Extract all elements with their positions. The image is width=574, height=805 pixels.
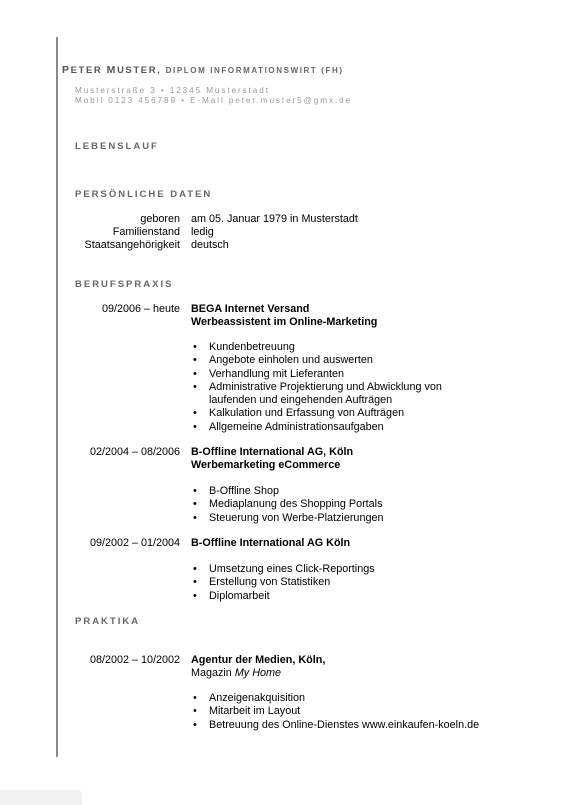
contact-line: Mobil 0123 456789 • E-Mail peter.muster5@gmx.de (75, 96, 353, 105)
personal-label-nationality: Staatsangehörigkeit (84, 239, 180, 251)
left-margin-rule (56, 37, 58, 757)
list-item: • Umsetzung eines Click-Reportings (191, 563, 375, 576)
section-heading-personal: PERSÖNLICHE DATEN (75, 189, 213, 200)
name-first-rest: ETER (70, 65, 103, 76)
job-task-list (191, 341, 442, 434)
personal-value-nationality: deutsch (191, 239, 229, 251)
section-heading-career: BERUFSPRAXIS (75, 279, 174, 290)
list-item: • Verhandlung mit Lieferanten (191, 368, 442, 381)
job-task-list (191, 485, 383, 525)
internship-role-prefix: Magazin (191, 667, 235, 679)
job-period: 02/2004 – 08/2006 (89, 446, 180, 458)
list-item: • Angebote einholen und auswerten (191, 354, 442, 367)
job-company: B-Offline International AG Köln (191, 537, 351, 549)
job-company: BEGA Internet Versand (191, 303, 310, 315)
personal-label-status: Familienstand (112, 226, 180, 238)
section-heading-internships: PRAKTIKA (75, 616, 141, 627)
list-item: • Anzeigenakquisition (191, 692, 479, 705)
list-item: • Erstellung von Statistiken (191, 576, 375, 589)
viewer-footer-tab (0, 790, 82, 805)
personal-label-born: geboren (140, 213, 180, 225)
list-item: • Allgemeine Administrationsaufgaben (191, 421, 442, 434)
internship-role-italic: My Home (234, 667, 282, 679)
list-item: • Mitarbeit im Layout (191, 705, 479, 718)
list-item: • B-Offline Shop (191, 485, 383, 498)
header-title: DIPLOM INFORMATIONSWIRT (FH) (165, 66, 344, 75)
name-initial-first: P (62, 64, 71, 76)
internship-period: 08/2002 – 10/2002 (89, 654, 180, 666)
personal-value-born: am 05. Januar 1979 in Musterstadt (191, 213, 358, 225)
list-item: • Kundenbetreuung (191, 341, 442, 354)
list-item: • Steuerung von Werbe-Platzierungen (191, 512, 383, 525)
list-item: • Mediaplanung des Shopping Portals (191, 498, 383, 511)
address-line: Musterstraße 3 • 12345 Musterstadt (75, 86, 270, 95)
personal-value-status: ledig (191, 226, 214, 238)
internship-company: Agentur der Medien, Köln, (191, 654, 326, 666)
job-company: B-Offline International AG, Köln (191, 446, 354, 458)
list-item: • Kalkulation und Erfassung von Aufträgen (191, 407, 442, 420)
internship-task-list (191, 692, 479, 732)
list-item: • Betreuung des Online-Dienstes www.einkaufen-koeln.de (191, 719, 479, 732)
job-period: 09/2002 – 01/2004 (89, 537, 180, 549)
header-name (62, 64, 344, 76)
internship-role (191, 667, 281, 679)
job-task-list (191, 563, 375, 603)
list-item: • Diplomarbeit (191, 590, 375, 603)
list-item: • Administrative Projektierung und Abwicklung von (191, 381, 442, 394)
job-period: 09/2006 – heute (101, 303, 180, 315)
name-last-rest: USTER, (116, 65, 162, 76)
list-item-continuation: laufenden und eingehenden Aufträgen (209, 394, 393, 407)
section-heading-lebenslauf: LEBENSLAUF (75, 141, 159, 152)
job-role: Werbeassistent im Online-Marketing (191, 316, 378, 328)
job-role: Werbemarketing eCommerce (191, 459, 341, 471)
name-initial-last: M (106, 64, 117, 76)
